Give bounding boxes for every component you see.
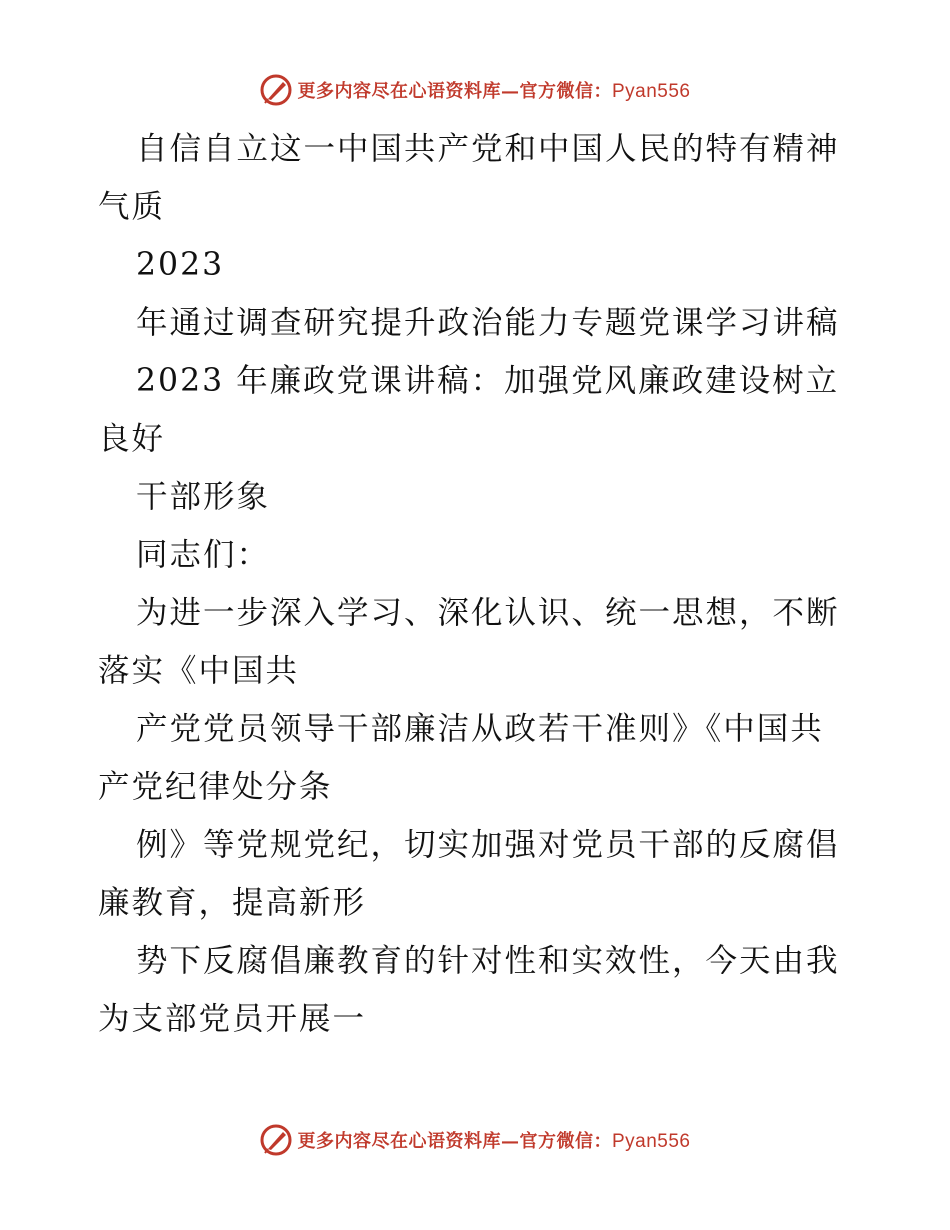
footer-banner bbox=[0, 1120, 950, 1160]
footer-wechat-id: Pyan556 bbox=[611, 1131, 691, 1152]
paragraph-line: 落实《中国共 bbox=[98, 653, 300, 689]
paragraph-line: 良好 bbox=[98, 421, 166, 457]
paragraph-line: 年通过调查研究提升政治能力专题党课学习讲稿 bbox=[136, 305, 840, 341]
paragraph-line: 势下反腐倡廉教育的针对性和实效性，今天由我 bbox=[136, 943, 840, 979]
paragraph-line: 产党纪律处分条 bbox=[98, 769, 333, 805]
document-body bbox=[98, 120, 858, 1048]
quill-pen-circle-icon bbox=[259, 73, 293, 107]
paragraph-line: 廉教育，提高新形 bbox=[98, 885, 367, 921]
paragraph-line: 为支部党员开展一 bbox=[98, 1001, 367, 1037]
paragraph-line: 气质 bbox=[98, 189, 166, 225]
header-banner bbox=[0, 70, 950, 110]
header-wechat-id: Pyan556 bbox=[611, 81, 691, 102]
paragraph-line: 产党党员领导干部廉洁从政若干准则》《中国共 bbox=[136, 711, 824, 747]
paragraph-line: 2023 年廉政党课讲稿：加强党风廉政建设树立 bbox=[136, 363, 840, 399]
paragraph-line: 例》等党规党纪，切实加强对党员干部的反腐倡 bbox=[136, 827, 840, 863]
paragraph-line: 同志们： bbox=[136, 537, 271, 573]
paragraph-line: 2023 bbox=[136, 247, 225, 283]
quill-pen-circle-icon bbox=[259, 1123, 293, 1157]
paragraph-line: 自信自立这一中国共产党和中国人民的特有精神 bbox=[136, 131, 840, 167]
header-banner-text: 更多内容尽在心语资料库—官方微信： bbox=[297, 81, 612, 102]
paragraph-line: 为进一步深入学习、深化认识、统一思想，不断 bbox=[136, 595, 840, 631]
footer-banner-text: 更多内容尽在心语资料库—官方微信： bbox=[297, 1131, 612, 1152]
paragraph-line: 干部形象 bbox=[136, 479, 271, 515]
